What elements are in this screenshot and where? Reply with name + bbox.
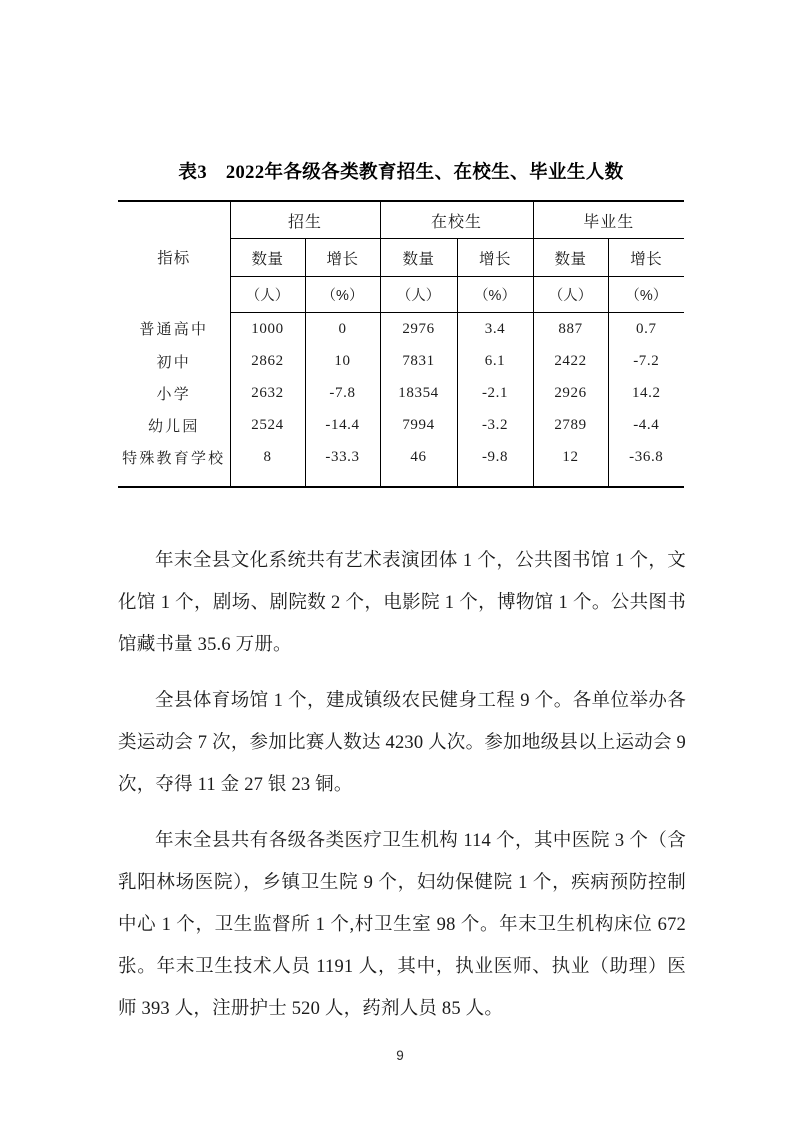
table-cell: -7.2	[608, 345, 684, 377]
table-row	[118, 377, 684, 409]
table-cell: -36.8	[608, 441, 684, 473]
page-number: 9	[396, 1048, 404, 1063]
table-cell: -3.2	[457, 409, 533, 441]
table-cell: 2632	[230, 377, 305, 409]
table-header-graduates-count: 数量	[533, 239, 608, 277]
table-cell: 2926	[533, 377, 608, 409]
table-title: 表3 2022年各级各类教育招生、在校生、毕业生人数	[178, 163, 624, 183]
table-cell: 46	[380, 441, 457, 473]
table-header-enrollment-count: 数量	[230, 239, 305, 277]
table-unit-graduates-growth: （%）	[608, 277, 684, 313]
table-cell: -2.1	[457, 377, 533, 409]
table-header-group-students: 在校生	[380, 201, 533, 239]
table-row	[118, 345, 684, 377]
table-header-indicator: 指标	[118, 201, 230, 313]
table-cell: 1000	[230, 313, 305, 346]
statistics-table-container	[118, 200, 684, 488]
table-cell: 3.4	[457, 313, 533, 346]
table-row-label: 普通高中	[139, 322, 209, 339]
table-cell: 2789	[533, 409, 608, 441]
table-cell: 10	[305, 345, 380, 377]
table-bottom-cell	[533, 473, 608, 487]
paragraph-sports: 全县体育场馆 1 个，建成镇级农民健身工程 9 个。各单位举办各类运动会 7 次，参加比赛人数达 4230 人次。参加地级县以上运动会 9 次，夺得 11 金 27 银 23 铜。	[118, 691, 686, 795]
table-cell: 7831	[380, 345, 457, 377]
table-header-graduates-growth: 增长	[608, 239, 684, 277]
table-bottom-padding-row	[118, 473, 684, 487]
table-cell: 8	[230, 441, 305, 473]
table-header-group-enrollment: 招生	[230, 201, 380, 239]
table-cell: 12	[533, 441, 608, 473]
table-cell: -4.4	[608, 409, 684, 441]
table-bottom-cell	[608, 473, 684, 487]
table-cell: 2862	[230, 345, 305, 377]
paragraph-healthcare: 年末全县共有各级各类医疗卫生机构 114 个，其中医院 3 个（含乳阳林场医院），乡镇卫生院 9 个，妇幼保健院 1 个，疾病预防控制中心 1 个，卫生监督所 1 个,村卫生室 98 个。年末卫生机构床位 672 张。年末卫生技术人员 1191 人，其中，执业医师、执业（助理）医师 393 人，注册护士 520 人，药剂人员 85 人。	[118, 831, 686, 1019]
table-cell: 6.1	[457, 345, 533, 377]
table-row-label: 特殊教育学校	[122, 450, 226, 467]
table-row	[118, 409, 684, 441]
table-cell: 14.2	[608, 377, 684, 409]
table-row-label: 幼儿园	[147, 418, 200, 435]
table-bottom-cell	[380, 473, 457, 487]
table-unit-enrollment-growth: （%）	[305, 277, 380, 313]
table-cell: -7.8	[305, 377, 380, 409]
table-cell: 0	[305, 313, 380, 346]
table-row-label: 初中	[156, 354, 191, 371]
table-cell: 887	[533, 313, 608, 346]
table-cell: 18354	[380, 377, 457, 409]
table-header-group-graduates: 毕业生	[533, 201, 684, 239]
table-cell: -14.4	[305, 409, 380, 441]
table-row-label: 小学	[156, 386, 191, 403]
table-unit-students-count: （人）	[380, 277, 457, 313]
table-cell: 7994	[380, 409, 457, 441]
table-cell: 2524	[230, 409, 305, 441]
table-unit-enrollment-count: （人）	[230, 277, 305, 313]
table-bottom-cell	[230, 473, 305, 487]
table-header-students-count: 数量	[380, 239, 457, 277]
table-unit-students-growth: （%）	[457, 277, 533, 313]
table-bottom-cell	[118, 473, 230, 487]
table-header-group-row	[118, 201, 684, 239]
table-header-enrollment-growth: 增长	[305, 239, 380, 277]
table-bottom-cell	[457, 473, 533, 487]
table-row	[118, 441, 684, 473]
paragraph-culture: 年末全县文化系统共有艺术表演团体 1 个，公共图书馆 1 个，文化馆 1 个，剧场、剧院数 2 个，电影院 1 个，博物馆 1 个。公共图书馆藏书量 35.6 万册。	[118, 551, 686, 655]
table-cell: 0.7	[608, 313, 684, 346]
table-cell: -9.8	[457, 441, 533, 473]
table-cell: 2976	[380, 313, 457, 346]
table-cell: 2422	[533, 345, 608, 377]
table-bottom-cell	[305, 473, 380, 487]
statistics-table	[118, 200, 684, 488]
table-header-students-growth: 增长	[457, 239, 533, 277]
table-cell: -33.3	[305, 441, 380, 473]
table-row	[118, 313, 684, 346]
body-text-block	[118, 540, 686, 1044]
table-unit-graduates-count: （人）	[533, 277, 608, 313]
